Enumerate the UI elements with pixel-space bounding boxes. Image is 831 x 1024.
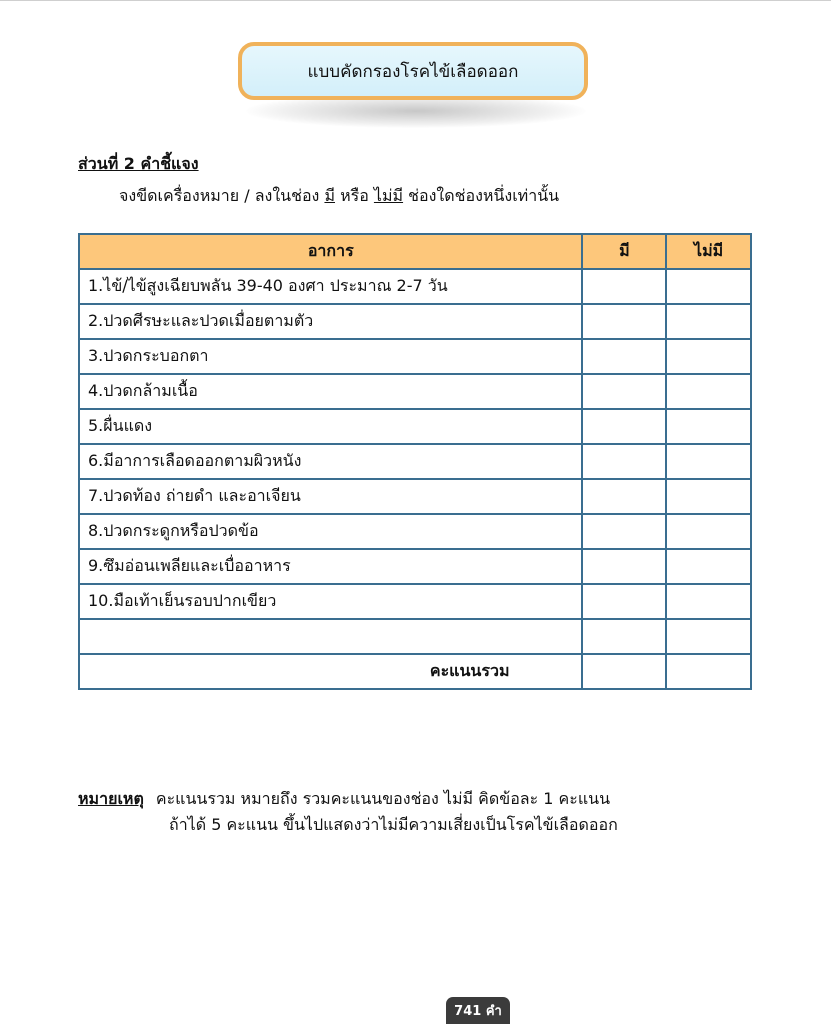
no-checkbox-cell[interactable] [666,269,751,304]
table-row [79,269,751,304]
instruction-yes: มี [324,186,335,205]
table-row-empty [79,619,751,654]
table-row [79,514,751,549]
instruction-no: ไม่มี [373,186,404,205]
yes-checkbox-cell[interactable] [582,339,666,374]
table-header-row [79,234,751,269]
section-heading: ส่วนที่ 2 คำชี้แจง [78,154,199,173]
form-title: แบบคัดกรองโรคไข้เลือดออก [238,42,588,100]
table-row [79,304,751,339]
footnote-line-1 [78,786,618,812]
yes-checkbox-cell[interactable] [582,514,666,549]
no-checkbox-cell[interactable] [666,409,751,444]
no-checkbox-cell[interactable] [666,444,751,479]
symptom-cell: 6.มีอาการเลือดออกตามผิวหนัง [79,444,582,479]
symptom-cell: 2.ปวดศีรษะและปวดเมื่อยตามตัว [79,304,582,339]
symptom-cell: 1.ไข้/ไข้สูงเฉียบพลัน 39-40 องศา ประมาณ 2-7 วัน [79,269,582,304]
yes-checkbox-cell[interactable] [582,304,666,339]
instruction-post: ช่องใดช่องหนึ่งเท่านั้น [403,186,560,205]
instruction-mid: หรือ [335,186,374,205]
table-row [79,479,751,514]
footnote [78,786,618,838]
no-checkbox-cell[interactable] [666,304,751,339]
no-checkbox-cell[interactable] [666,514,751,549]
header-symptom: อาการ [79,234,582,269]
yes-checkbox-cell[interactable] [582,549,666,584]
yes-checkbox-cell[interactable] [582,479,666,514]
top-divider [0,0,831,1]
yes-checkbox-cell[interactable] [582,619,666,654]
yes-checkbox-cell[interactable] [582,444,666,479]
footnote-label: หมายเหตุ [78,789,144,808]
no-checkbox-cell[interactable] [666,479,751,514]
no-checkbox-cell[interactable] [666,374,751,409]
title-banner [238,42,594,106]
yes-checkbox-cell[interactable] [582,409,666,444]
symptom-table [78,233,752,690]
table-row [79,549,751,584]
no-checkbox-cell[interactable] [666,549,751,584]
symptom-cell: 9.ซึมอ่อนเพลียและเบื่ออาหาร [79,549,582,584]
header-no: ไม่มี [666,234,751,269]
symptom-cell: 5.ผื่นแดง [79,409,582,444]
symptom-cell: 3.ปวดกระบอกตา [79,339,582,374]
yes-checkbox-cell[interactable] [582,269,666,304]
symptom-cell: 4.ปวดกล้ามเนื้อ [79,374,582,409]
table-row [79,339,751,374]
total-row [79,654,751,689]
instruction-pre: จงขีดเครื่องหมาย / ลงในช่อง [119,186,325,205]
symptom-cell: 8.ปวดกระดูกหรือปวดข้อ [79,514,582,549]
symptom-cell: 7.ปวดท้อง ถ่ายดำ และอาเจียน [79,479,582,514]
empty-cell [79,619,582,654]
yes-checkbox-cell[interactable] [582,584,666,619]
footnote-line-2: ถ้าได้ 5 คะแนน ขึ้นไปแสดงว่าไม่มีความเสี่ยงเป็นโรคไข้เลือดออก [169,815,618,834]
table-row [79,374,751,409]
instruction-text [119,184,559,209]
total-yes-cell[interactable] [582,654,666,689]
no-checkbox-cell[interactable] [666,584,751,619]
total-no-cell[interactable] [666,654,751,689]
total-label: คะแนนรวม [79,654,582,689]
table-row [79,584,751,619]
table-row [79,444,751,479]
symptom-cell: 10.มือเท้าเย็นรอบปากเขียว [79,584,582,619]
footnote-text-1: คะแนนรวม หมายถึง รวมคะแนนของช่อง ไม่มี คิดข้อละ 1 คะแนน [155,789,611,808]
table-row [79,409,751,444]
yes-checkbox-cell[interactable] [582,374,666,409]
no-checkbox-cell[interactable] [666,339,751,374]
no-checkbox-cell[interactable] [666,619,751,654]
word-count-badge[interactable]: 741 คำ [446,997,510,1024]
header-yes: มี [582,234,666,269]
